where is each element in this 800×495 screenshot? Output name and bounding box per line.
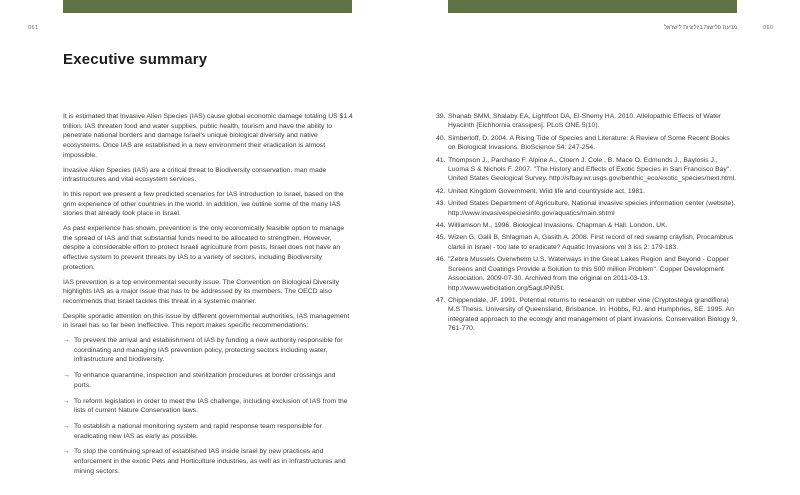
- reference-number: 47.: [436, 296, 446, 304]
- recommendation-list: [63, 336, 353, 476]
- recommendation-text: To prevent the arrival and establishment of IAS by funding a new authority responsible for coordinating and managing IAS prevention policy, protecting sectors including water, infrastructure and biodiversity.: [74, 337, 343, 364]
- reference-item: [436, 199, 738, 218]
- arrow-bullet-icon: →: [63, 448, 70, 456]
- reference-text: Wizen G, Galil B, Shlagman A, Gasith A. 2008. First record of red swamp crayfish, Procambrus clarkii in Israel - too late to eradicate? Aquatic Invasions vol 3 iss 2: 179-183.: [448, 234, 734, 251]
- arrow-bullet-icon: →: [63, 372, 70, 380]
- page-number-left: 061: [28, 25, 39, 31]
- reference-item: [436, 156, 738, 184]
- arrow-bullet-icon: →: [63, 337, 70, 345]
- recommendation-item: [63, 447, 353, 476]
- reference-item: [436, 221, 738, 230]
- reference-text: "Zebra Mussels Overwhelm U.S. Waterways in the Great Lakes Region and Beyond - Copper Screens and Coatings Provide a Solution to this 500 million Problem". Copper Development Association. 2009-07-30. Archived from the original on 2011-03-13. http://www.webcitation.org/5agUPiNSt.: [448, 256, 729, 292]
- arrow-bullet-icon: →: [63, 422, 70, 430]
- recommendation-text: To establish a national monitoring system and rapid response team responsible for eradicating new IAS as early as possible.: [74, 422, 322, 440]
- reference-number: 41.: [436, 156, 446, 164]
- accent-bar-left: [63, 0, 352, 13]
- reference-item: [436, 112, 738, 131]
- reference-text: United Kingdom Government, Wild life and countryside act, 1981.: [448, 187, 645, 195]
- reference-number: 43.: [436, 200, 446, 208]
- reference-number: 39.: [436, 113, 446, 120]
- recommendation-item: [63, 336, 353, 365]
- recommendation-text: To reform legislation in order to meet the IAS challenge, including exclusion of IAS from the lists of current Nature Conservation laws.: [74, 397, 348, 415]
- executive-summary-body: [63, 112, 353, 483]
- reference-number: 42.: [436, 187, 446, 195]
- summary-paragraph: It is estimated that Invasive Alien Species (IAS) cause global economic damage totaling US $1.4 trillion. IAS threaten food and water supplies, public health, tourism and have the ability to penetrate national borders and damage Israel's unique biological diversity and native ecosystems. Once IAS are established in a new environment their eradication is almost impossible.: [63, 113, 353, 159]
- arrow-bullet-icon: →: [63, 397, 70, 405]
- reference-item: [436, 134, 738, 153]
- recommendation-item: [63, 422, 353, 441]
- reference-item: [436, 296, 738, 334]
- reference-text: United States Department of Agriculture, National invasive species information center (website). http://www.invasivespeciesinfo.gov/aquatics/main.shtml: [448, 200, 736, 217]
- recommendation-text: To stop the continuing spread of established IAS inside Israel by new practices and enforcement in the exotic Pets and Horticulture industries, as well as in Infrastructures and mining sectors.: [74, 448, 346, 475]
- reference-item: [436, 255, 738, 293]
- page-title: Executive summary: [63, 51, 208, 68]
- reference-text: Thompson J., Parchaso F. Alpine A., Cloern J. Cole , B. Mace O. Edmunds J., Baylosis J., Luoma S & Nichols F. 2007. "The History and Effects of Exotic Species in San Francisco Bay". United States Geological Survey. http://sfbay.wr.usgs.gov/benthic_eco/exotic_species/next.html.: [448, 156, 737, 183]
- reference-number: 46.: [436, 256, 446, 264]
- summary-paragraph: Despite sporadic attention on this issue by different governmental authorities, IAS management in Israel has so far been ineffective. This report makes specific recommendations:: [63, 312, 350, 330]
- reference-text: Simberloff, D. 2004. A Rising Tide of Species and Literature: A Review of Some Recent Books on Biological Invasions. BioScience 54: 247-254.: [448, 134, 730, 152]
- reference-list: [436, 112, 738, 337]
- reference-text: Chippendale, JF. 1991. Potential returns to research on rubber vine (Cryptostegia grandiflora) M.S Thesis. University of Queensland, Brisbance. In: Hobbs, RJ. and Humphries, SE. 1995. An integrated approach to the ecology and management of plant invasions. Conservation Biology 9, 761-770.: [448, 296, 738, 333]
- summary-paragraph: As past experience has shown, prevention is the only economically feasible option to manage the spread of IAS and that substantial funds need to be allocated to strengthen. However, despite a considerable effort to protect Israeli agriculture from pests, Israel does not have an effective system to prevent threats by IAS to a variety of sectors, including Biodiversity protection.: [63, 225, 345, 271]
- reference-number: 40.: [436, 134, 446, 142]
- reference-text: Williamson M., 1996. Biological Invasions. Chapman & Hall. London, UK.: [448, 222, 668, 230]
- recommendation-item: [63, 371, 353, 390]
- page-number-right: 060: [763, 25, 774, 31]
- reference-item: [436, 233, 738, 252]
- reference-number: 44.: [436, 222, 446, 230]
- running-header-hebrew: מניעת פלישות ביולוגיות לישראל: [664, 25, 737, 31]
- summary-paragraph: In this report we present a few predicted scenarios for IAS introduction to Israel, based on the grim experience of other countries in the world. In addition, we outline some of the many IAS stories that already took place in Israel.: [63, 190, 344, 218]
- reference-number: 45.: [436, 234, 446, 242]
- accent-bar-right: [448, 0, 737, 13]
- summary-paragraph: IAS prevention is a top environmental security issue. The Convention on Biological Diversity highlights IAS as a major issue that has to be addressed by its members. The OECD also recommends that Israel tackles this threat in a systemic manner.: [63, 278, 340, 305]
- summary-paragraph: Invasive Alien Species (IAS) are a critical threat to Biodiversity conservation, man made infrastructures and vital ecosystem services.: [63, 166, 327, 184]
- reference-text: Shanab SMM, Shalaby EA, Lightfoot DA, El-Shemy HA. 2010. Allelopathic Effects of Water Hyacinth [Eichhornia crassipes]. PLoS ONE 5(10).: [448, 113, 722, 130]
- recommendation-text: To enhance quarantine, inspection and sterilization procedures at border crossings and ports.: [74, 372, 336, 389]
- reference-item: [436, 187, 738, 196]
- recommendation-item: [63, 397, 353, 416]
